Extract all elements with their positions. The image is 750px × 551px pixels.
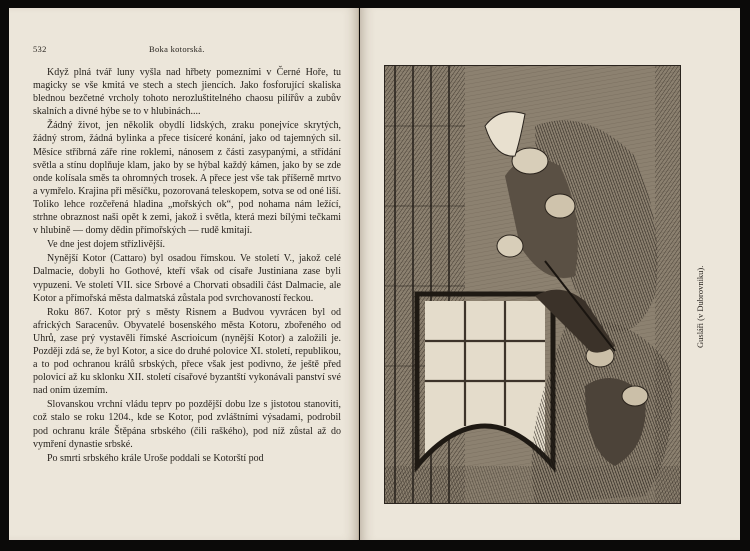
paragraph: Když plná tvář luny vyšla nad hřbety pomezními v Černé Hoře, tu magicky se vše kmitá ve stech a stech jiencích. Jako fosforující skaliska blednou bezčetné vrcholy tohoto nerozluštitelného chaosu pilířův a zubův skalních a divné hýbe se to v hlubinách....	[33, 67, 341, 118]
paragraph: Roku 867. Kotor prý s městy Risnem a Budvou vyvrácen byl od afrických Saracenův. Obyvatelé bosenského města Kotoru, zbořeného od Uhrů, zase prý vystavěli římské Ascrioicum (nynější Kotor) a založili je. Později zdá se, že byl Kotor, a sice do druhé polovice XI. století, republikou, a to pod ochranou králů srbských, přece však jest podivno, že ještě před polovicí až ku sklonku XII. století císařové byzantští vykonávali panství své nad oním územím.	[33, 306, 341, 397]
paragraph: Nynější Kotor (Cattaro) byl osadou římskou. Ve století V., jakož celé Dalmacie, dobyli ho Gothové, kteří však od císaře Justiniana zase byli vypuzeni. Ve století VII. sice Srbové a Chorvati obsadili část Dalmacie, ale Kotor a přímořská města dalmatská zůstala pod svrchovaností řeckou.	[33, 253, 341, 304]
illustration-caption: Gusláři (v Dubrovniku).	[695, 265, 705, 348]
paragraph: Ve dne jest dojem střízlivější.	[47, 239, 166, 251]
paragraph: Po smrti srbského krále Uroše poddali se Kotorští pod	[47, 452, 264, 464]
page-number: 532	[33, 44, 47, 54]
right-page	[360, 8, 740, 540]
body-text	[33, 66, 341, 466]
paragraph: Slovanskou vrchní vládu teprv po pozdější dobu lze s jistotou stanoviti, což stalo se roku 1204., kde se Kotor, pod zvláštními výsadami, podrobil pod ochranu krále Štěpána srbského (čili raškého), pod níž zůstal až do vymření dynastie srbské.	[33, 399, 341, 450]
paragraph: Žádný život, jen několik obydlí lidských, zraku ponejvíce skrytých, žádný strom, žádná bylinka a přece tisíceré konání, jako od tajemných sil. Měsíce stříbrná záře rine roklemi, nánosem z části zasypanými, a střídání světla a stínu doplňuje klam, jako by se hýbal každý kámen, jako by se zde onde kolísala směs ta ohromných trosek. A přece jest vše tak příšerně mrtvo a vymřelo. Krajina při měsíčku, pozorovaná teleskopem, sotva se od oné liší. Toliko lehce rozčeřená hladina „mořských ok“, pod nohama nám ležící, strhne obraznost naši opět k zemi, jakož i světla, která mezi bílými tečkami v hlubině — domy dědin přímořských — rudě kmitají.	[33, 120, 341, 237]
left-page	[9, 8, 359, 540]
running-title: Boka kotorská.	[149, 44, 205, 54]
engraving-illustration	[384, 65, 681, 504]
